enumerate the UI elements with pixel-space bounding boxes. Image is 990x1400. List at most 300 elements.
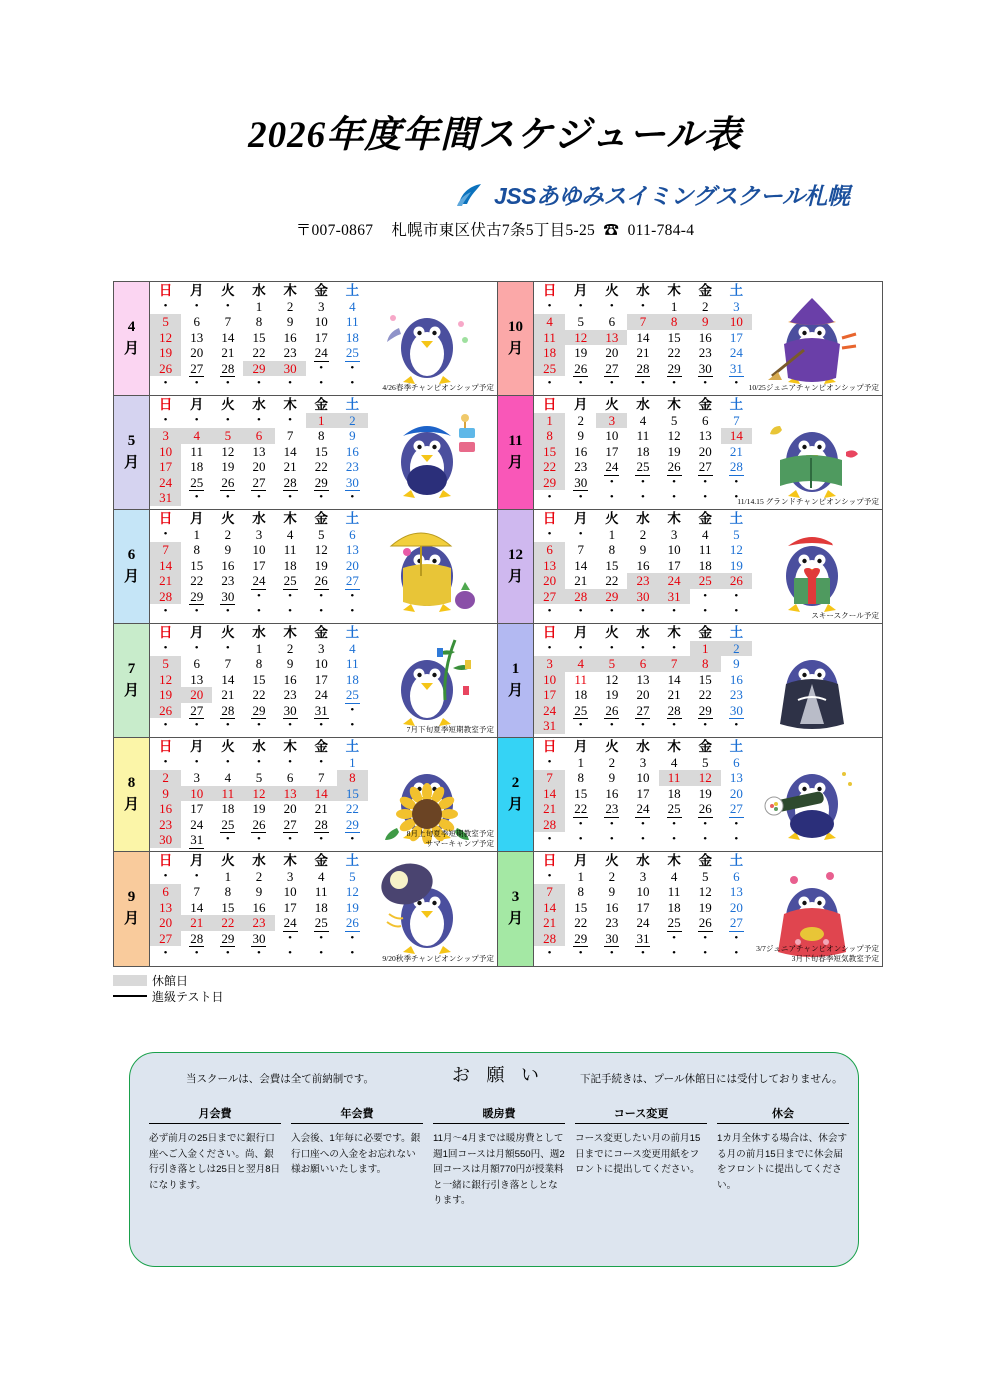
days-grid [150,852,368,966]
month-illustration-cell [752,624,882,737]
day-cell-2-26: 26 [698,801,712,816]
days-grid [150,396,368,509]
empty-day-cell: • [350,361,355,374]
week-row [534,931,752,947]
weekday-header-row [534,853,752,869]
day-cell-11-3: 3 [596,413,627,429]
day-cell-1-25: 25 [574,702,588,718]
day-cell-2-27: 27 [729,801,743,816]
day-cell-2-19: 19 [698,785,712,801]
notice-column-heading: コース変更 [575,1105,707,1124]
empty-day-cell: • [194,719,199,731]
weekday-header-火: 火 [605,739,619,754]
penguin-kabuto-icon [373,402,481,502]
empty-day-cell: • [672,491,676,503]
day-cell-3-6: 6 [733,868,740,884]
day-cell-10-19: 19 [574,345,588,360]
day-cell-12-6: 6 [534,542,565,558]
empty-day-cell: • [734,931,739,944]
day-cell-2-7: 7 [534,770,565,786]
day-cell-10-7: 7 [627,314,658,330]
month-suffix: 月 [123,682,139,699]
weekday-header-月: 月 [189,739,204,754]
month-row-11 [498,396,882,510]
month-label-8 [114,738,150,851]
day-cell-1-1: 1 [690,641,721,657]
day-cell-7-31: 31 [314,702,328,718]
day-cell-4-3: 3 [317,298,325,314]
day-cell-10-1: 1 [670,298,678,314]
day-cell-9-21: 21 [181,915,212,931]
empty-day-cell: • [319,605,324,617]
month-row-5 [114,396,497,510]
empty-day-cell: • [163,413,168,426]
day-cell-4-4: 4 [349,298,356,314]
day-cell-8-12: 12 [243,786,274,802]
weekday-header-火: 火 [221,739,235,754]
empty-day-cell: • [288,719,292,731]
month-body [150,510,497,623]
empty-day-cell: • [672,605,676,617]
day-cell-12-28: 28 [565,589,596,605]
days-grid [150,624,368,737]
empty-day-cell: • [609,299,614,312]
week-row [534,314,752,330]
month-row-10 [498,282,882,396]
day-cell-9-14: 14 [190,899,204,915]
week-row [534,786,752,802]
day-cell-1-29: 29 [698,702,712,718]
week-row [150,687,368,703]
day-cell-7-20: 20 [181,687,212,703]
day-cell-8-27: 27 [283,816,297,832]
day-cell-4-6: 6 [193,314,200,329]
week-row [534,672,752,688]
day-cell-3-26: 26 [698,915,712,930]
day-cell-8-8: 8 [337,770,368,786]
week-row [150,869,368,885]
empty-day-cell: • [547,377,552,389]
day-cell-11-29: 29 [534,475,565,491]
day-cell-2-1: 1 [577,754,584,770]
day-cell-11-9: 9 [577,428,584,443]
day-cell-12-27: 27 [534,589,565,605]
week-row [150,413,368,429]
empty-day-cell: • [641,377,645,389]
weekday-header-水: 水 [636,853,650,868]
empty-day-cell: • [319,361,324,374]
empty-day-cell: • [350,589,355,602]
day-cell-12-25: 25 [690,573,721,589]
weekday-header-木: 木 [667,739,681,754]
week-row [534,542,752,558]
empty-day-cell: • [703,817,708,830]
weekday-header-金: 金 [698,283,712,298]
day-cell-7-23: 23 [283,687,297,702]
notice-column-body: 入会後、1年毎に必要です。銀行口座への入金をお忘れない様お願いいたします。 [291,1133,421,1176]
day-cell-11-6: 6 [701,412,709,428]
empty-day-cell: • [257,755,261,768]
month-illustration-cell [752,852,882,966]
day-cell-9-22: 22 [212,915,243,931]
month-label-1 [498,624,534,737]
day-cell-5-29: 29 [314,474,328,490]
weekday-header-木: 木 [283,511,297,526]
days-grid [150,738,368,851]
weekday-header-木: 木 [283,853,297,868]
day-cell-4-1: 1 [255,298,263,314]
day-cell-1-21: 21 [667,687,681,702]
calendar-column-first-half [114,282,498,966]
day-cell-8-21: 21 [314,801,328,816]
empty-day-cell: • [703,605,708,617]
day-cell-9-13: 13 [150,900,181,916]
weekday-header-水: 水 [252,511,266,526]
legend-closed [113,972,224,988]
empty-day-cell: • [194,491,199,503]
empty-day-cell: • [609,833,614,845]
day-cell-2-5: 5 [701,754,709,770]
month-suffix: 月 [123,796,139,813]
day-cell-9-29: 29 [221,930,235,946]
day-cell-6-4: 4 [286,526,294,542]
month-row-3 [498,852,882,966]
week-row [534,946,752,962]
day-cell-10-2: 2 [701,298,709,314]
day-cell-12-15: 15 [605,557,619,573]
day-cell-5-2: 2 [337,413,368,429]
empty-day-cell: • [734,817,739,830]
notice-column-body: 1カ月全休する場合は、休会する月の前月15日までに休会届をフロントに提出してください。 [717,1133,848,1191]
day-cell-12-12: 12 [729,542,743,557]
day-cell-1-10: 10 [534,672,565,688]
day-cell-9-7: 7 [193,884,200,899]
day-cell-7-3: 3 [317,640,325,656]
day-cell-9-12: 12 [345,884,359,899]
day-cell-4-21: 21 [221,345,235,360]
day-cell-10-15: 15 [667,329,681,345]
day-cell-9-19: 19 [345,899,359,915]
day-cell-1-7: 7 [659,656,690,672]
days-grid [534,738,752,851]
day-cell-4-5: 5 [150,314,181,330]
jss-logo-icon [455,182,485,208]
week-row [534,475,752,491]
penguin-tanabata-icon [373,630,481,730]
month-row-6 [114,510,497,624]
day-cell-10-3: 3 [733,298,740,314]
month-illustration-cell [368,510,497,623]
day-cell-3-14: 14 [534,900,565,916]
empty-day-cell: • [257,377,261,389]
days-grid [150,510,368,623]
empty-day-cell: • [319,755,324,768]
weekday-header-row [150,283,368,299]
day-cell-4-14: 14 [221,329,235,345]
weekday-header-水: 水 [252,283,266,298]
day-cell-6-24: 24 [252,573,266,588]
day-cell-6-12: 12 [314,542,328,557]
week-row [150,345,368,361]
weekday-header-日: 日 [158,625,173,640]
weekday-header-月: 月 [189,625,204,640]
month-number: 6 [127,546,136,563]
weekday-header-月: 月 [189,397,204,412]
day-cell-3-30: 30 [605,930,619,946]
week-row [150,573,368,589]
empty-day-cell: • [225,719,230,731]
day-cell-12-19: 19 [729,557,743,573]
week-row [534,900,752,916]
day-cell-3-12: 12 [698,884,712,899]
day-cell-2-9: 9 [608,770,616,785]
empty-day-cell: • [641,605,645,617]
weekday-header-row [534,511,752,527]
empty-day-cell: • [578,377,583,389]
empty-day-cell: • [163,377,168,389]
day-cell-11-22: 22 [534,459,565,475]
day-cell-11-1: 1 [534,413,565,429]
weekday-header-土: 土 [345,511,360,526]
day-cell-3-2: 2 [608,868,616,884]
weekday-header-日: 日 [542,625,557,640]
weekday-header-月: 月 [189,853,204,868]
days-grid [534,282,752,395]
day-cell-10-20: 20 [605,345,619,360]
day-cell-9-23: 23 [243,915,274,931]
week-row [150,817,368,833]
empty-day-cell: • [319,931,324,944]
empty-day-cell: • [672,833,676,845]
day-cell-7-13: 13 [190,671,204,687]
empty-day-cell: • [734,947,739,959]
month-row-4 [114,282,497,396]
month-illustration-cell [752,510,882,623]
day-cell-6-11: 11 [283,542,297,557]
address-line [0,218,990,240]
empty-day-cell: • [163,605,168,617]
weekday-header-日: 日 [158,397,173,412]
day-cell-1-2: 2 [721,641,752,657]
day-cell-2-2: 2 [608,754,616,770]
day-cell-4-23: 23 [283,345,297,360]
day-cell-9-20: 20 [150,915,181,931]
day-cell-1-14: 14 [667,671,681,687]
day-cell-5-23: 23 [345,459,359,474]
empty-day-cell: • [194,869,199,882]
month-label-5 [114,396,150,509]
postal-code: 〒007-0867 [295,222,374,239]
calendar-grid [113,281,883,967]
month-number: 12 [508,546,523,563]
day-cell-10-26: 26 [574,360,588,376]
day-cell-1-30: 30 [729,702,743,718]
month-number: 9 [127,889,136,906]
day-cell-2-11: 11 [659,770,690,786]
empty-day-cell: • [578,641,583,654]
notice-box [129,1052,859,1267]
empty-day-cell: • [288,833,292,845]
day-cell-6-1: 1 [193,526,200,542]
day-cell-9-9: 9 [255,884,263,899]
day-cell-1-26: 26 [605,702,619,718]
day-cell-7-12: 12 [150,672,181,688]
day-cell-9-26: 26 [345,915,359,930]
day-cell-10-12: 12 [565,330,596,346]
week-row [150,770,368,786]
weekday-header-月: 月 [573,397,588,412]
empty-day-cell: • [163,869,168,882]
empty-day-cell: • [672,817,676,830]
day-cell-9-28: 28 [190,930,204,946]
empty-day-cell: • [350,947,355,959]
day-cell-6-21: 21 [150,573,181,589]
empty-day-cell: • [194,413,199,426]
day-cell-3-3: 3 [639,868,647,884]
empty-day-cell: • [163,641,168,654]
week-row [150,361,368,377]
day-cell-8-29: 29 [345,816,359,832]
day-cell-5-1: 1 [306,413,337,429]
day-cell-7-2: 2 [286,640,294,656]
day-cell-8-22: 22 [345,801,359,816]
day-cell-8-6: 6 [286,770,294,785]
day-cell-2-14: 14 [534,786,565,802]
weekday-header-火: 火 [605,625,619,640]
penguin-gift-icon [758,516,866,616]
empty-day-cell: • [163,299,168,312]
week-row [534,444,752,460]
empty-day-cell: • [578,947,583,959]
day-cell-1-24: 24 [534,703,565,719]
empty-day-cell: • [672,931,676,944]
empty-day-cell: • [734,719,739,731]
day-cell-11-4: 4 [639,412,647,428]
empty-day-cell: • [163,947,168,959]
month-body [534,852,882,966]
month-body [150,852,497,966]
empty-day-cell: • [703,719,708,731]
empty-day-cell: • [319,377,324,389]
day-cell-1-4: 4 [565,656,596,672]
day-cell-3-7: 7 [534,884,565,900]
empty-day-cell: • [609,605,614,617]
week-row [150,428,368,444]
day-cell-1-6: 6 [627,656,658,672]
day-cell-7-24: 24 [314,687,328,702]
month-illustration-cell [752,738,882,851]
days-grid [534,510,752,623]
month-note: 10/25ジュニアチャンピオンシップ予定 [748,383,879,392]
empty-day-cell: • [257,413,261,426]
day-cell-9-3: 3 [286,868,294,884]
day-cell-1-9: 9 [733,656,740,671]
month-label-3 [498,852,534,966]
weekday-header-月: 月 [573,853,588,868]
weekday-header-土: 土 [729,853,744,868]
day-cell-3-9: 9 [608,884,616,899]
month-body [534,624,882,737]
day-cell-10-28: 28 [636,360,650,376]
day-cell-2-17: 17 [636,785,650,801]
month-illustration-cell [737,396,882,509]
day-cell-6-7: 7 [150,542,181,558]
notice-column-body: 必ず前月の25日までに銀行口座へご入金ください。尚、銀行引き落としは25日と翌月8日になります。 [149,1133,281,1191]
empty-day-cell: • [703,475,708,488]
day-cell-3-28: 28 [534,931,565,947]
empty-day-cell: • [547,755,552,768]
month-label-4 [114,282,150,395]
day-cell-3-31: 31 [636,930,650,946]
day-cell-3-19: 19 [698,899,712,915]
day-cell-2-8: 8 [577,770,584,785]
day-cell-12-23: 23 [627,573,658,589]
week-row [150,801,368,817]
day-cell-10-31: 31 [729,360,743,376]
empty-day-cell: • [163,719,168,731]
notice-column-heading: 休会 [717,1105,849,1124]
weekday-header-木: 木 [283,283,297,298]
empty-day-cell: • [547,527,552,540]
week-row [150,786,368,802]
day-cell-1-19: 19 [605,687,619,702]
day-cell-5-24: 24 [150,475,181,491]
week-row [534,801,752,817]
day-cell-10-25: 25 [534,361,565,377]
empty-day-cell: • [350,833,355,845]
day-cell-5-4: 4 [181,428,212,444]
empty-day-cell: • [194,947,199,959]
notice-column-body: コース変更したい月の前月15日までにコース変更用紙をフロントに提出してください。 [575,1133,701,1176]
empty-day-cell: • [350,605,355,617]
weekday-header-月: 月 [189,511,204,526]
day-cell-12-16: 16 [636,557,650,573]
notice-columns [130,1105,858,1209]
empty-day-cell: • [288,377,292,389]
month-note: 9/20秋季チャンピオンシップ予定 [382,954,494,963]
weekday-header-土: 土 [345,283,360,298]
weekday-header-月: 月 [573,283,588,298]
weekday-header-土: 土 [345,625,360,640]
weekday-header-金: 金 [314,283,328,298]
empty-day-cell: • [319,947,324,959]
empty-day-cell: • [734,377,739,389]
day-cell-5-5: 5 [212,428,243,444]
month-number: 8 [127,774,136,791]
legend-test [113,988,224,1004]
week-row [150,330,368,346]
day-cell-4-7: 7 [224,314,232,329]
day-cell-9-16: 16 [252,899,266,915]
week-row [150,946,368,962]
empty-day-cell: • [225,377,230,389]
day-cell-8-23: 23 [150,817,181,833]
weekday-header-木: 木 [667,625,681,640]
day-cell-12-14: 14 [574,557,588,573]
month-body [534,282,882,395]
empty-day-cell: • [578,833,583,845]
day-cell-2-12: 12 [690,770,721,786]
empty-day-cell: • [641,491,645,503]
empty-day-cell: • [703,947,708,959]
week-row [534,755,752,771]
day-cell-4-10: 10 [314,314,328,329]
week-row [534,527,752,543]
day-cell-11-15: 15 [534,444,565,460]
day-cell-5-17: 17 [150,459,181,475]
day-cell-12-26: 26 [721,573,752,589]
notice-column-3 [428,1105,570,1209]
